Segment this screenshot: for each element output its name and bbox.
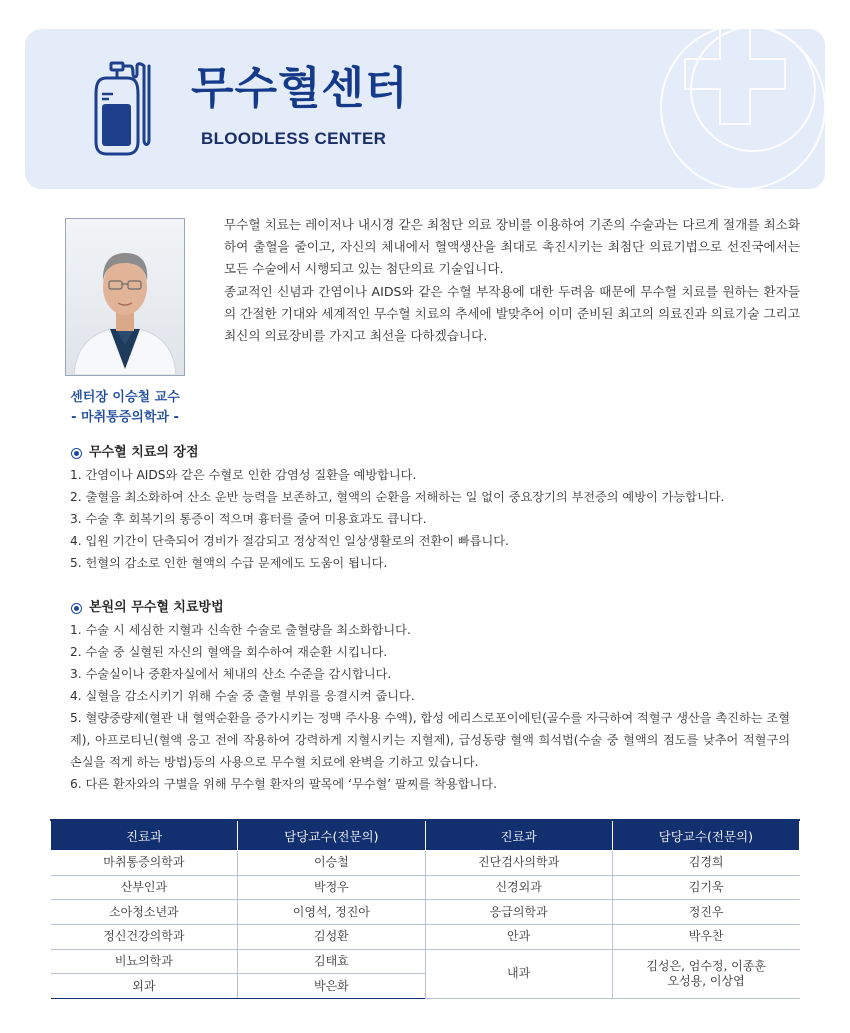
page-title: 무수혈센터 [191, 63, 409, 114]
table-row [51, 851, 800, 876]
advantages-heading [70, 442, 790, 464]
table-cell-prof-multi [612, 949, 799, 998]
doctor-caption [40, 388, 210, 428]
list-item: 1. 수술 시 세심한 지혈과 신속한 수술로 출혈량을 최소화합니다. [70, 623, 411, 637]
advantages-title: 무수혈 치료의 장점 [89, 445, 199, 460]
table-cell-prof: 김태효 [238, 949, 425, 974]
list-item: 5. 헌혈의 감소로 인한 혈액의 수급 문제에도 도움이 됩니다. [70, 556, 388, 570]
table-cell-prof: 김경희 [612, 851, 799, 876]
intro-paragraph-1: 무수혈 치료는 레이저나 내시경 같은 최첨단 의료 장비를 이용하여 기존의 수술과는 다르게 절개를 최소화하여 출혈을 줄이고, 자신의 체내에서 혈액생산을 최대로 촉진시키는 최첨단 의료기법으로 선진국에서는 모든 수술에서 시행되고 있는 첨단의료 기술입니다. [224, 217, 800, 277]
list-item: 5. 혈량중량제(혈관 내 혈액순환을 증가시키는 정맥 주사용 수액), 합성 에리스로포이에틴(골수를 자극하여 적혈구 생산을 촉진하는 조혈제), 아프로티닌(혈액 응고 전에 작용하여 강력하게 지혈시키는 지혈제), 급성동량 혈액 희석법(수술 중 혈액의 점도를 낮추어 적혈구의 손실을 적게 하는 방법)등의 사용으로 무수혈 치료에 완벽을 기하고 있습니다. [70, 711, 790, 769]
table-row [51, 925, 800, 950]
doctor-photo [65, 218, 185, 376]
intro-paragraph-2: 종교적인 신념과 간염이나 AIDS와 같은 수혈 부작용에 대한 두려움 때문에 무수혈 치료를 원하는 환자들의 간절한 기대와 세계적인 무수혈 치료의 추세에 발맞추어 이미 준비된 최고의 의료진과 의료기술 그리고 최신의 의료장비를 가지고 최선을 다하겠습니다. [224, 283, 800, 344]
table-cell-dept: 비뇨의학과 [51, 949, 238, 974]
list-item: 2. 출혈을 최소화하여 산소 운반 능력을 보존하고, 혈액의 순환을 저해하는 일 없이 중요장기의 부전증의 예방이 가능합니다. [70, 490, 725, 504]
table-cell-dept: 소아청소년과 [51, 900, 238, 925]
medical-cross-decoration [625, 29, 825, 189]
department-table [50, 819, 800, 999]
table-row [51, 949, 800, 974]
table-cell-dept: 신경외과 [425, 875, 612, 900]
page-subtitle: BLOODLESS CENTER [201, 129, 387, 148]
list-item: 3. 수술 후 회복기의 통증이 적으며 흉터를 줄여 미용효과도 큽니다. [70, 512, 427, 526]
table-cell-prof: 정진우 [612, 900, 799, 925]
table-cell-dept: 진단검사의학과 [425, 851, 612, 876]
radio-bullet-icon [71, 603, 82, 614]
prof-line: 오성용, 이상엽 [667, 973, 745, 988]
table-cell-dept: 정신건강의학과 [51, 925, 238, 950]
header-department: 진료과 [51, 820, 238, 851]
list-item: 6. 다른 환자와의 구별을 위해 무수혈 환자의 팔목에 ‘무수혈’ 팔찌를 착용합니다. [70, 777, 497, 791]
table-cell-prof: 김성환 [238, 925, 425, 950]
table-cell-dept: 내과 [425, 949, 612, 998]
table-cell-prof: 박정우 [238, 875, 425, 900]
table-row [51, 875, 800, 900]
prof-line: 김성은, 엄수정, 이종훈 [646, 958, 766, 973]
table-header-row [51, 820, 800, 851]
doctor-department: - 마취통증의학과 - [71, 410, 179, 425]
header-department: 진료과 [425, 820, 612, 851]
list-item: 4. 실혈을 감소시키기 위해 수술 중 출혈 부위를 응결시켜 줍니다. [70, 689, 415, 703]
table-cell-prof: 이영석, 정진아 [238, 900, 425, 925]
table-cell-prof: 박우찬 [612, 925, 799, 950]
list-item: 4. 입원 기간이 단축되어 경비가 절감되고 정상적인 일상생활로의 전환이 빠릅니다. [70, 534, 509, 548]
doctor-title: 센터장 이승철 교수 [70, 390, 180, 405]
radio-bullet-icon [71, 448, 82, 459]
table-cell-dept: 외과 [51, 974, 238, 999]
table-cell-prof: 이승철 [238, 851, 425, 876]
table-cell-prof: 김기욱 [612, 875, 799, 900]
header-professor: 담당교수(전문의) [612, 820, 799, 851]
table-cell-dept: 안과 [425, 925, 612, 950]
advantages-section [70, 442, 790, 574]
list-item: 3. 수술실이나 중환자실에서 체내의 산소 수준을 감시합니다. [70, 667, 392, 681]
table-cell-dept: 응급의학과 [425, 900, 612, 925]
list-item: 2. 수술 중 실혈된 자신의 혈액을 회수하여 재순환 시킵니다. [70, 645, 388, 659]
header-banner [25, 29, 825, 189]
header-professor: 담당교수(전문의) [238, 820, 425, 851]
list-item: 1. 간염이나 AIDS와 같은 수혈로 인한 감염성 질환을 예방합니다. [70, 468, 417, 482]
blood-bag-icon [93, 60, 157, 158]
table-cell-dept: 마취통증의학과 [51, 851, 238, 876]
table-row [51, 900, 800, 925]
table-cell-prof: 박은화 [238, 974, 425, 999]
methods-title: 본원의 무수혈 치료방법 [89, 600, 224, 615]
intro-text [224, 214, 800, 347]
methods-heading [70, 597, 790, 619]
table-cell-dept: 산부인과 [51, 875, 238, 900]
methods-section [70, 597, 790, 795]
